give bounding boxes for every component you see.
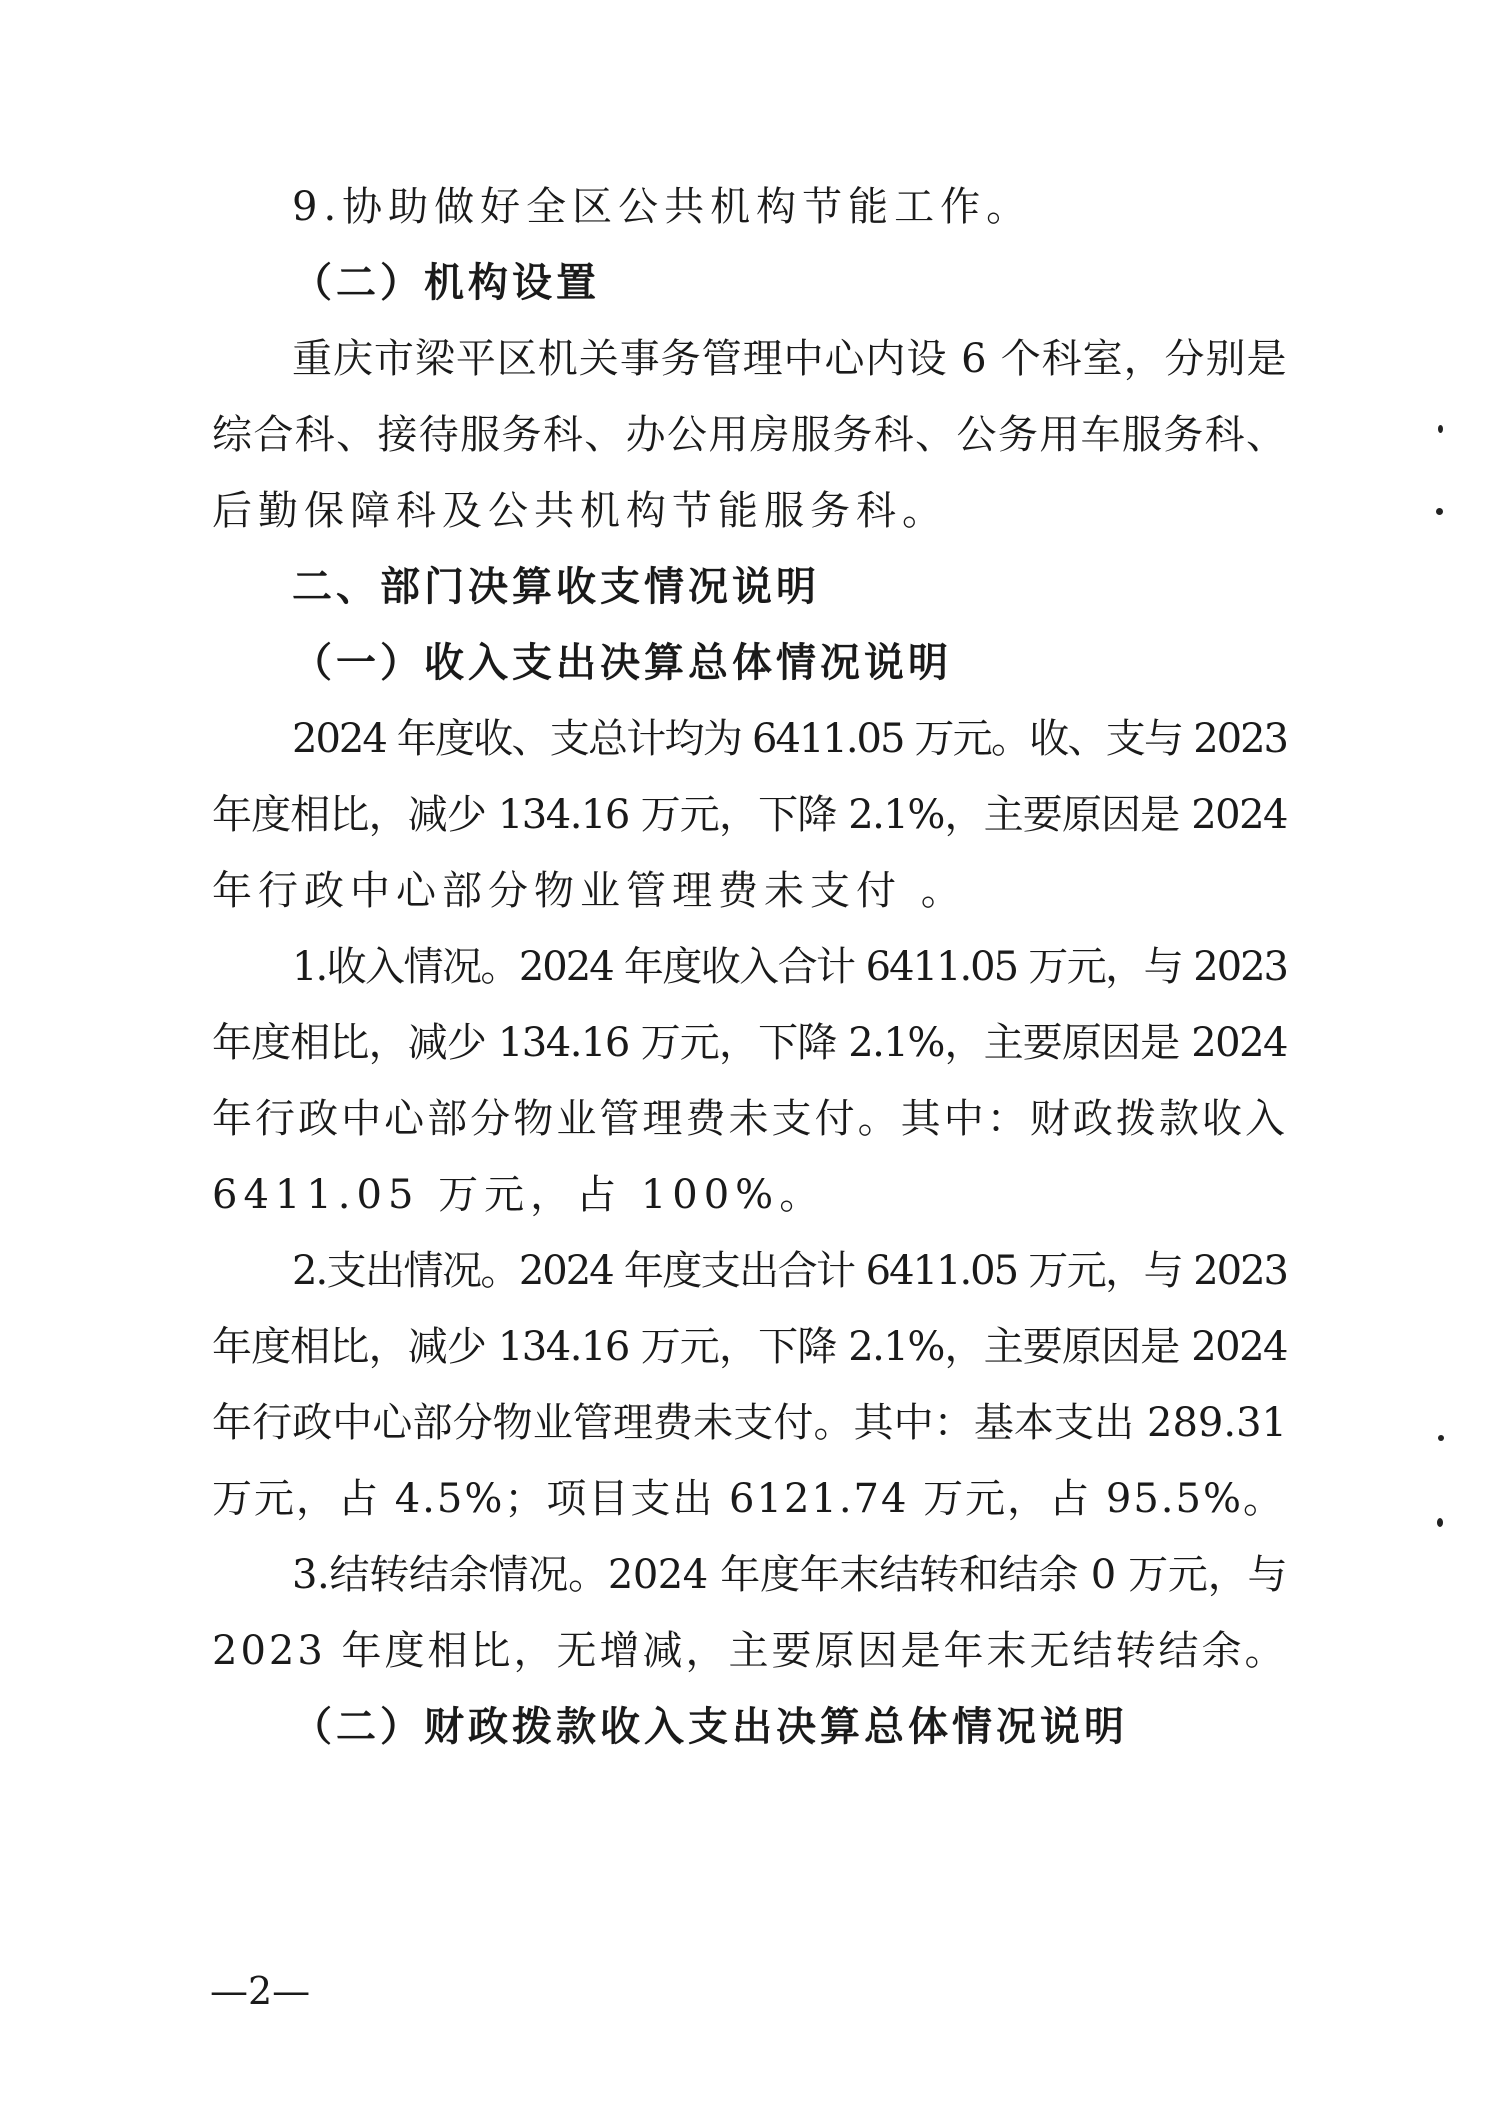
scan-speck: [1436, 508, 1443, 515]
paragraph-line: 年行政中心部分物业管理费未支付。其中：财政拨款收入: [212, 1096, 1287, 1142]
paragraph-line: 万元，占 4.5%；项目支出 6121.74 万元，占 95.5%。: [212, 1476, 1285, 1522]
section-heading-org-setup: （二）机构设置: [292, 259, 600, 306]
scan-speck: [1438, 425, 1443, 433]
scan-speck: [1438, 1435, 1444, 1441]
carryover-paragraph-line: 3.结转结余情况。2024 年度年末结转和结余 0 万元，与: [292, 1552, 1287, 1598]
paragraph-line: 年度相比，减少 134.16 万元，下降 2.1%，主要原因是 2024: [212, 1324, 1287, 1370]
income-paragraph-line: 1.收入情况。2024 年度收入合计 6411.05 万元，与 2023: [292, 944, 1287, 990]
subsection-heading-fiscal: （二）财政拨款收入支出决算总体情况说明: [292, 1703, 1128, 1750]
paragraph-line: 6411.05 万元，占 100%。: [212, 1172, 826, 1218]
paragraph-line: 重庆市梁平区机关事务管理中心内设 6 个科室，分别是: [292, 336, 1287, 382]
page-number: —2—: [210, 1969, 311, 2013]
paragraph-line: 年行政中心部分物业管理费未支付。其中：基本支出 289.31: [212, 1400, 1287, 1446]
scan-speck: [1437, 1518, 1443, 1527]
paragraph-line: 2024 年度收、支总计均为 6411.05 万元。收、支与 2023: [292, 716, 1287, 762]
paragraph-line: 年度相比，减少 134.16 万元，下降 2.1%，主要原因是 2024: [212, 1020, 1287, 1066]
paragraph-line: 后勤保障科及公共机构节能服务科。: [212, 488, 948, 534]
subsection-heading-overall: （一）收入支出决算总体情况说明: [292, 639, 952, 686]
paragraph-line: 综合科、接待服务科、办公用房服务科、公务用车服务科、: [212, 412, 1287, 458]
paragraph-line: 年度相比，减少 134.16 万元，下降 2.1%，主要原因是 2024: [212, 792, 1287, 838]
paragraph-line: 年行政中心部分物业管理费未支付 。: [212, 868, 967, 914]
expense-paragraph-line: 2.支出情况。2024 年度支出合计 6411.05 万元，与 2023: [292, 1248, 1287, 1294]
paragraph-line: 2023 年度相比，无增减，主要原因是年末无结转结余。: [212, 1628, 1288, 1674]
section-heading-budget: 二、部门决算收支情况说明: [292, 563, 820, 610]
list-item-9: 9.协助做好全区公共机构节能工作。: [292, 184, 1033, 230]
